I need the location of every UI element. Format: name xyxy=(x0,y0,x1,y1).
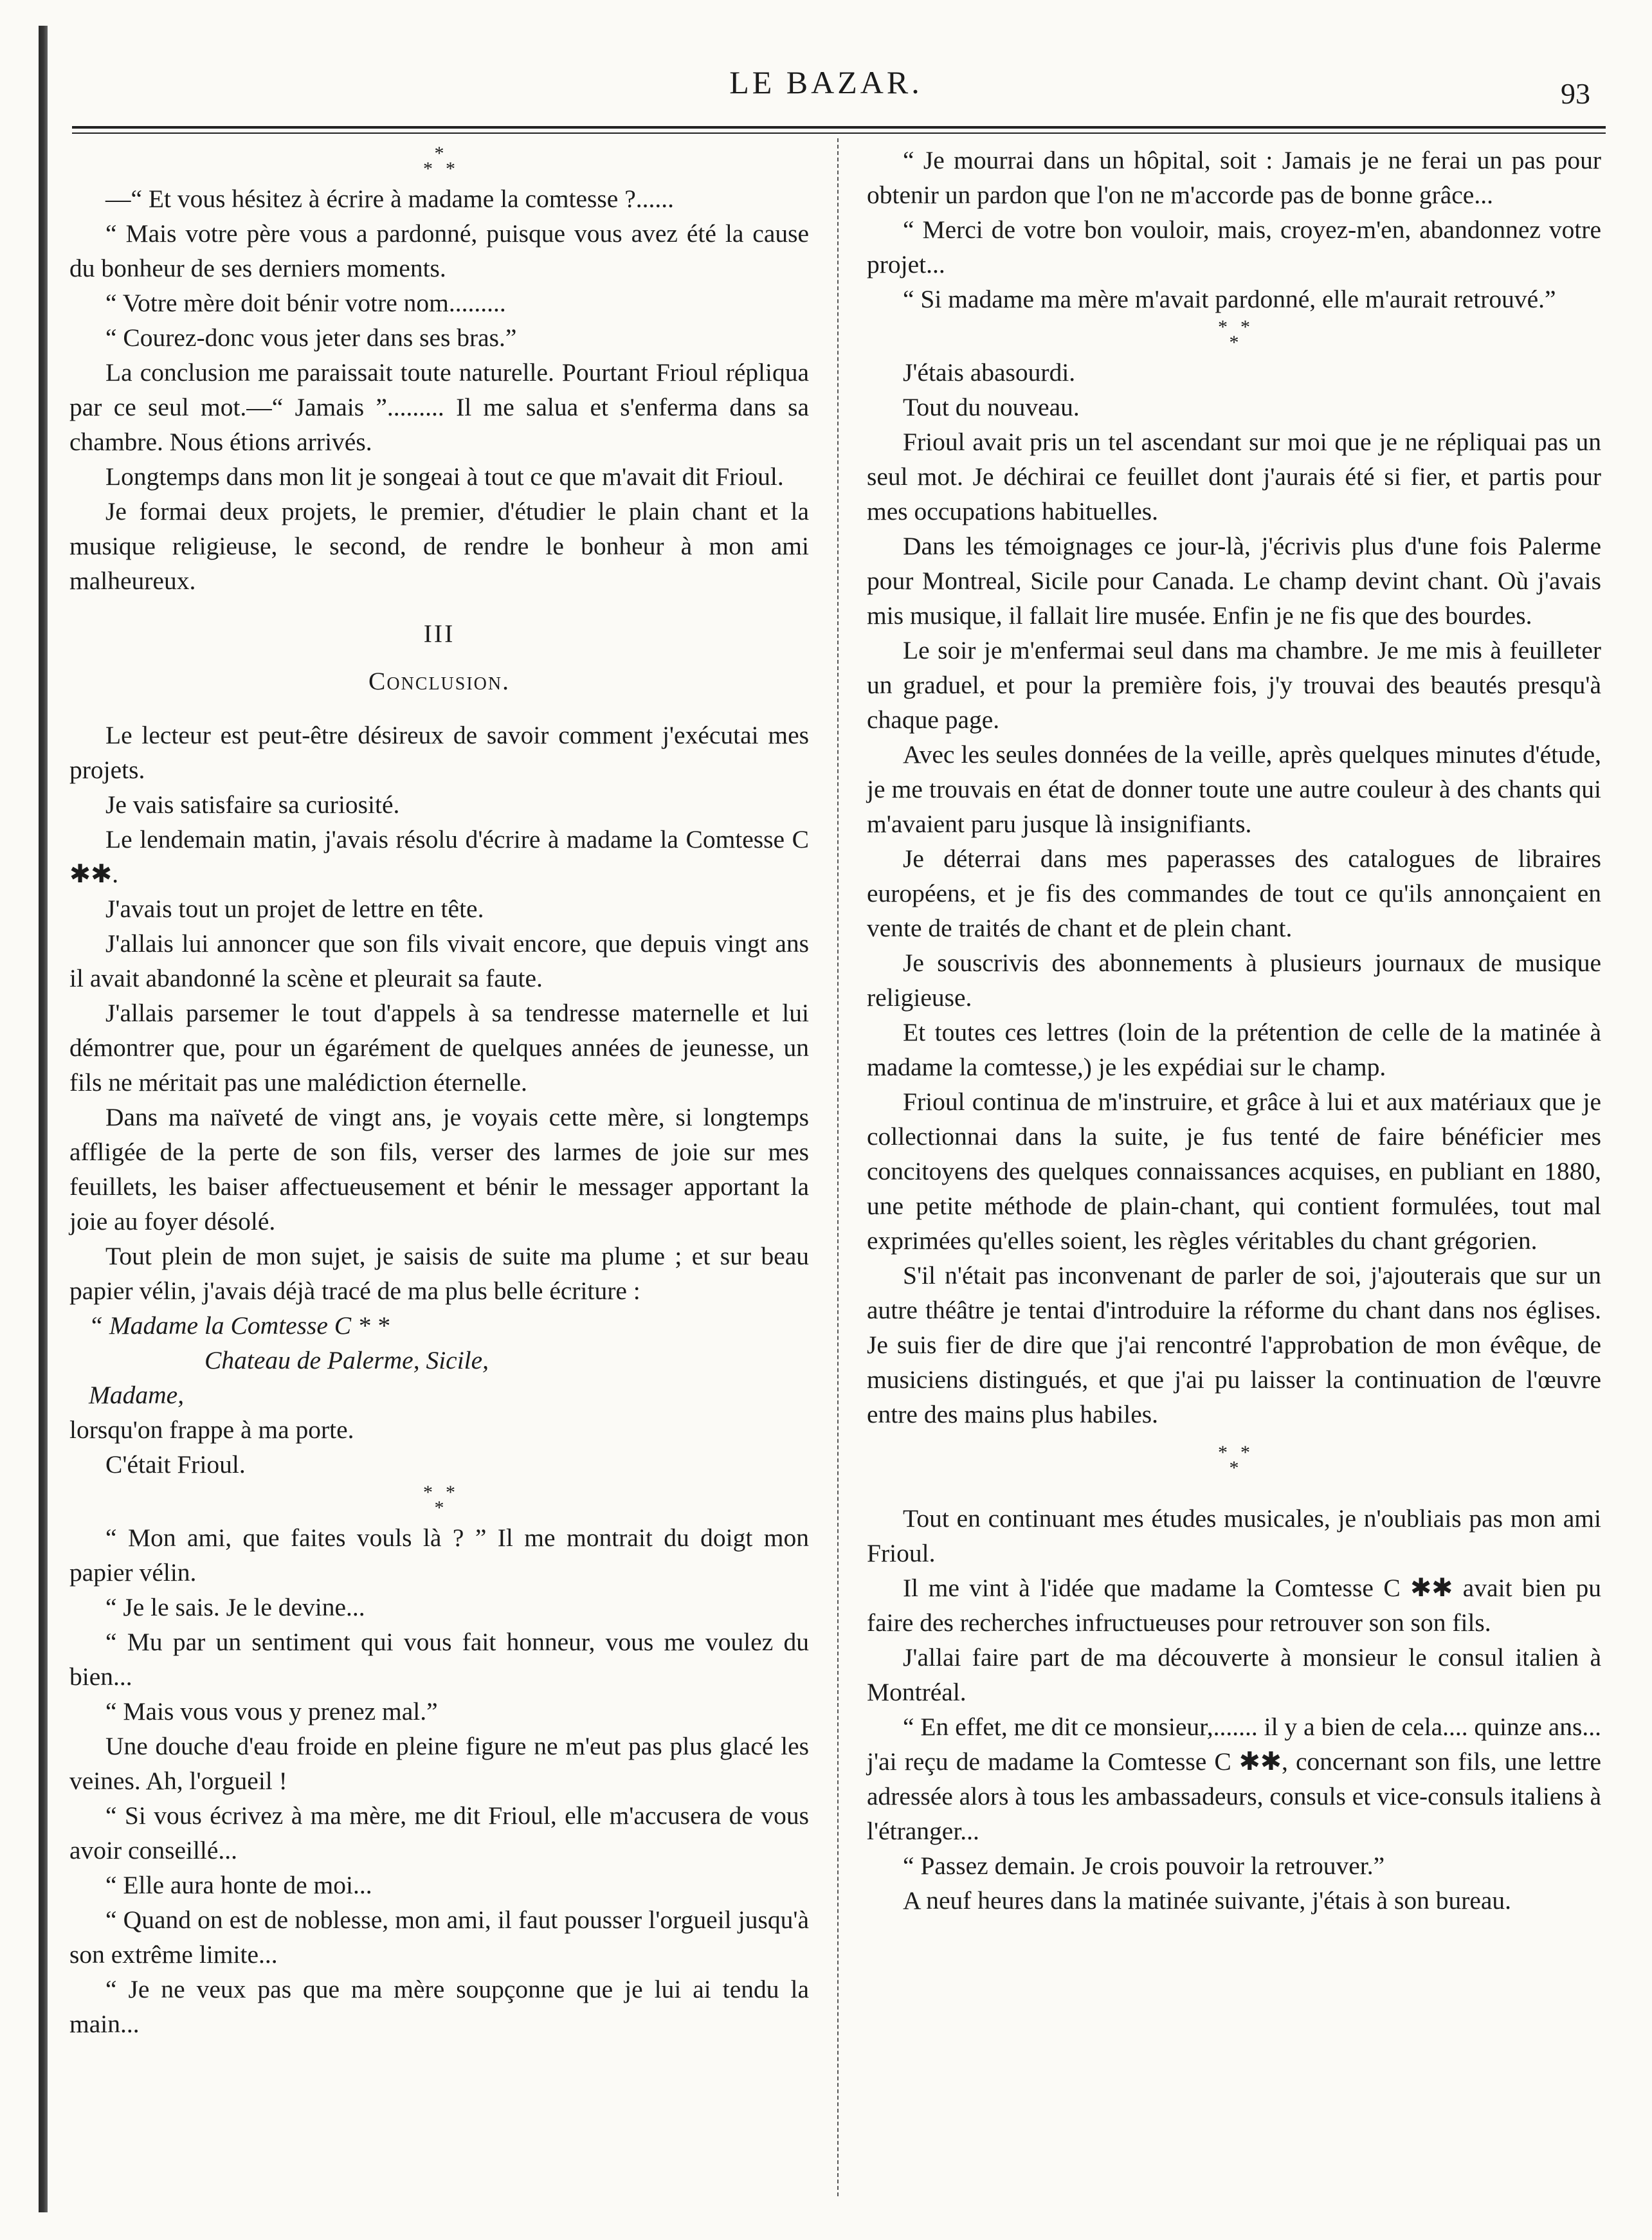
paragraph: “ Je ne veux pas que ma mère soupçonne que je lui ai tendu la main... xyxy=(69,1975,809,2038)
binding-edge xyxy=(39,26,48,2212)
section-number: III xyxy=(423,619,455,648)
paragraph: Je vais satisfaire sa curiosité. xyxy=(105,790,400,819)
asterism-divider: * * * xyxy=(423,143,455,179)
paragraph: Tout du nouveau. xyxy=(903,393,1080,421)
paragraph: Le soir je m'enfermai seul dans ma chambre. Je me mis à feuilleter un graduel, et pour la première fois, j'y trouvai des beautés presqu'à chaque page. xyxy=(867,636,1601,734)
paragraph: “ Votre mère doit bénir votre nom......... xyxy=(105,289,506,317)
paragraph: Dans les témoignages ce jour-là, j'écrivis plus d'une fois Palerme pour Montreal, Sicile pour Canada. Le champ devint chant. Où j'avais mis musique, il fallait lire musée. Enfin je ne fis que des bourdes. xyxy=(867,532,1601,630)
right-column xyxy=(867,143,1601,1918)
asterism-divider: * * * xyxy=(1218,316,1250,353)
section-title: Conclusion. xyxy=(368,667,510,695)
header-rule xyxy=(72,126,1606,134)
paragraph: lorsqu'on frappe à ma porte. xyxy=(69,1416,354,1444)
paragraph: S'il n'était pas inconvenant de parler de soi, j'ajouterais que sur un autre théâtre je tentai d'introduire la réforme du chant dans nos églises. Je suis fier de dire que j'ai rencontré l'approbation de mon évêque, de musiciens distingués, et que j'ai pu laisser la continuation de l'œuvre entre des mains plus habiles. xyxy=(867,1261,1601,1428)
paragraph: —“ Et vous hésitez à écrire à madame la comtesse ?...... xyxy=(105,185,674,213)
paragraph: “ Quand on est de noblesse, mon ami, il faut pousser l'orgueil jusqu'à son extrême limite... xyxy=(69,1906,809,1969)
column-divider xyxy=(837,138,839,2196)
paragraph: “ Passez demain. Je crois pouvoir la retrouver.” xyxy=(903,1852,1385,1880)
paragraph: Frioul continua de m'instruire, et grâce à lui et aux matériaux que je collectionnai dans la suite, je fus tenté de faire bénéficier mes concitoyens des quelques connaissances acquises, en publiant en 1880, une petite méthode de plain-chant, qui contient formulées, tout mal exprimées qu'elles soient, les règles véritables du chant grégorien. xyxy=(867,1088,1601,1255)
paragraph: J'avais tout un projet de lettre en tête. xyxy=(105,895,484,923)
letter-addressee: “ Madame la Comtesse C * * xyxy=(89,1311,390,1340)
paragraph: Longtemps dans mon lit je songeai à tout ce que m'avait dit Frioul. xyxy=(105,462,784,491)
paragraph: Je déterrai dans mes paperasses des catalogues de libraires européens, et je fis des commandes de tout ce qu'ils annonçaient en vente de traités de chant et de plein chant. xyxy=(867,844,1601,942)
asterism-divider: * * * xyxy=(1218,1442,1250,1479)
paragraph: “ Mais vous vous y prenez mal.” xyxy=(105,1697,438,1726)
letter-address: Chateau de Palerme, Sicile, xyxy=(204,1346,489,1374)
letter-salutation: Madame, xyxy=(89,1381,185,1409)
left-column xyxy=(69,143,809,2041)
paragraph: “ Je mourrai dans un hôpital, soit : Jamais je ne ferai un pas pour obtenir un pardon que l'on ne m'accorde pas de bonne grâce... xyxy=(867,146,1601,209)
paragraph: C'était Frioul. xyxy=(105,1450,246,1479)
paragraph: Et toutes ces lettres (loin de la prétention de celle de la matinée à madame la comtesse,) je les expédiai sur le champ. xyxy=(867,1018,1601,1081)
page-number: 93 xyxy=(1561,77,1590,110)
paragraph: Avec les seules données de la veille, après quelques minutes d'étude, je me trouvais en état de donner toute une autre couleur à des chants qui m'avaient paru jusque là insignifiants. xyxy=(867,740,1601,838)
paragraph: “ Elle aura honte de moi... xyxy=(105,1871,372,1899)
paragraph: Une douche d'eau froide en pleine figure ne m'eut pas plus glacé les veines. Ah, l'orgueil ! xyxy=(69,1732,809,1795)
paragraph: “ En effet, me dit ce monsieur,....... il y a bien de cela.... quinze ans... j'ai reçu de madame la Comtesse C ✱✱, concernant son fils, une lettre adressée alors à tous les ambassadeurs, consuls et vice-consuls italiens à l'étranger... xyxy=(867,1713,1601,1845)
paragraph: “ Je le sais. Je le devine... xyxy=(105,1593,365,1621)
paragraph: “ Mon ami, que faites vouls là ? ” Il me montrait du doigt mon papier vélin. xyxy=(69,1524,809,1587)
paragraph: Frioul avait pris un tel ascendant sur moi que je ne répliquai pas un seul mot. Je déchirai ce feuillet dont j'aurais été si fier, et partis pour mes occupations habituelles. xyxy=(867,428,1601,525)
paragraph: Dans ma naïveté de vingt ans, je voyais cette mère, si longtemps affligée de la perte de son fils, verser des larmes de joie sur mes feuillets, les baiser affectueusement et bénir le messager apportant la joie au foyer désolé. xyxy=(69,1103,809,1235)
paragraph: Il me vint à l'idée que madame la Comtesse C ✱✱ avait bien pu faire des recherches infructueuses pour retrouver son son fils. xyxy=(867,1574,1601,1637)
paragraph: “ Courez-donc vous jeter dans ses bras.” xyxy=(105,323,517,352)
paragraph: J'allai faire part de ma découverte à monsieur le consul italien à Montréal. xyxy=(867,1643,1601,1706)
paragraph: Je formai deux projets, le premier, d'étudier le plain chant et la musique religieuse, le second, de rendre le bonheur à mon ami malheureux. xyxy=(69,497,809,595)
paragraph: Le lendemain matin, j'avais résolu d'écrire à madame la Comtesse C ✱✱. xyxy=(69,825,809,888)
paragraph: La conclusion me paraissait toute naturelle. Pourtant Frioul répliqua par ce seul mot.—“ Jamais ”......... Il me salua et s'enferma dans sa chambre. Nous étions arrivés. xyxy=(69,358,809,456)
paragraph: “ Si vous écrivez à ma mère, me dit Frioul, elle m'accusera de vous avoir conseillé... xyxy=(69,1801,809,1864)
letter-draft xyxy=(69,1308,809,1412)
paragraph: “ Si madame ma mère m'avait pardonné, elle m'aurait retrouvé.” xyxy=(903,285,1556,313)
paragraph: J'étais abasourdi. xyxy=(903,358,1076,387)
paragraph: Je souscrivis des abonnements à plusieurs journaux de musique religieuse. xyxy=(867,949,1601,1012)
paragraph: J'allais parsemer le tout d'appels à sa tendresse maternelle et lui démontrer que, pour un égarément de quelques années de jeunesse, un fils ne méritait pas une malédiction éternelle. xyxy=(69,999,809,1097)
paragraph: A neuf heures dans la matinée suivante, j'étais à son bureau. xyxy=(903,1886,1512,1915)
paragraph: “ Merci de votre bon vouloir, mais, croyez-m'en, abandonnez votre projet... xyxy=(867,215,1601,278)
running-title: LE BAZAR. xyxy=(729,64,923,100)
paragraph: “ Mais votre père vous a pardonné, puisque vous avez été la cause du bonheur de ses derniers moments. xyxy=(69,219,809,282)
paragraph: Le lecteur est peut-être désireux de savoir comment j'exécutai mes projets. xyxy=(69,721,809,784)
paragraph: “ Mu par un sentiment qui vous fait honneur, vous me voulez du bien... xyxy=(69,1628,809,1691)
paragraph: J'allais lui annoncer que son fils vivait encore, que depuis vingt ans il avait abandonné la scène et pleurait sa faute. xyxy=(69,929,809,992)
asterism-divider: * * * xyxy=(423,1482,455,1518)
paragraph: Tout plein de mon sujet, je saisis de suite ma plume ; et sur beau papier vélin, j'avais déjà tracé de ma plus belle écriture : xyxy=(69,1242,809,1305)
paragraph: Tout en continuant mes études musicales, je n'oubliais pas mon ami Frioul. xyxy=(867,1504,1601,1567)
